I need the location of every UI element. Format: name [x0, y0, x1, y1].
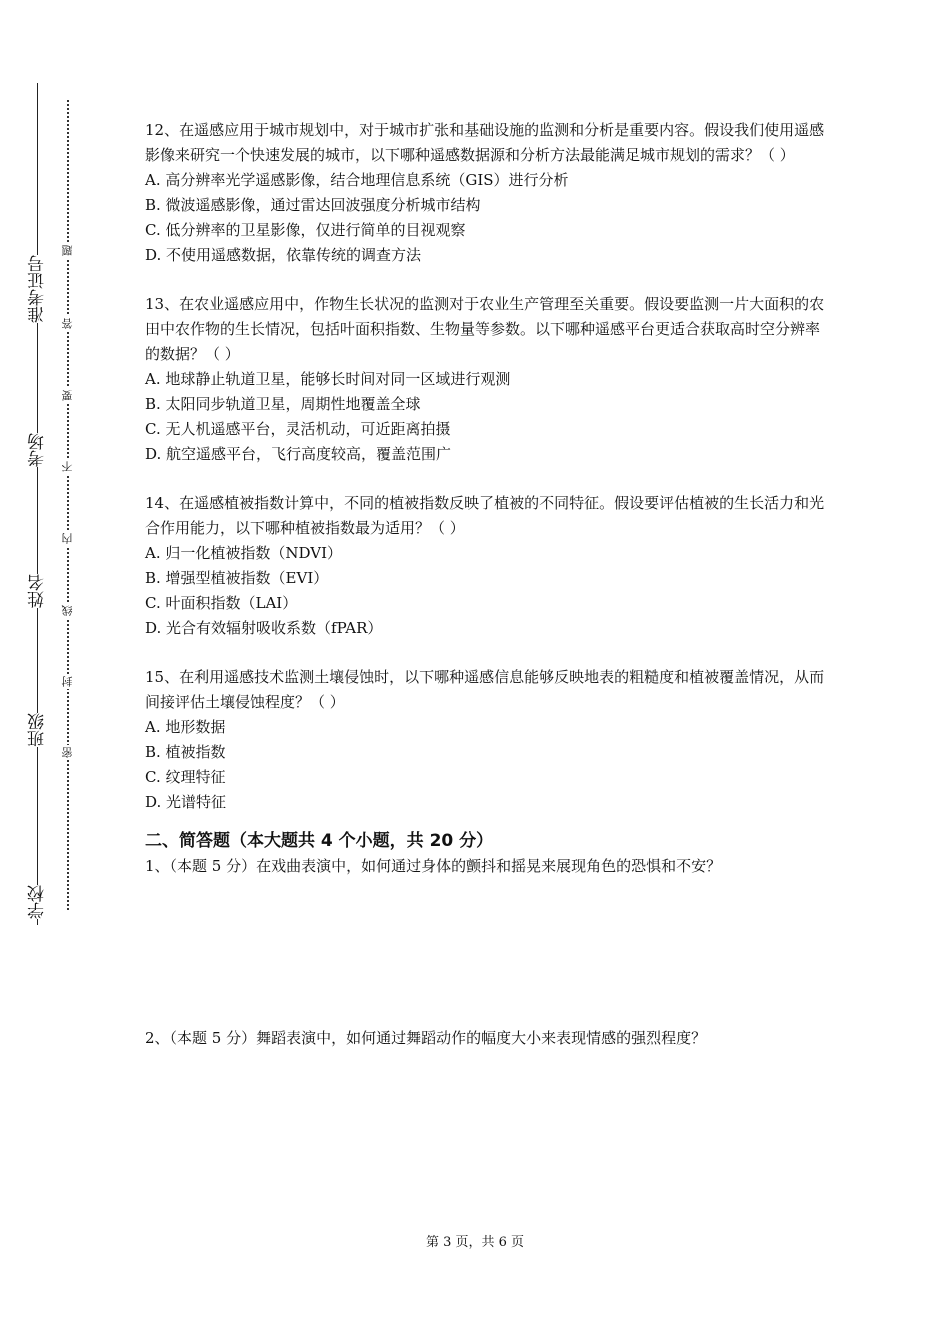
seal-char: 题: [61, 245, 74, 256]
question-14: [145, 491, 825, 641]
option-c: C. 无人机遥感平台，灵活机动，可近距离拍摄: [145, 420, 451, 438]
short-answer-question: 1、（本题 5 分）在戏曲表演中，如何通过身体的颤抖和摇晃来展现角色的恐惧和不安？: [145, 857, 722, 875]
option-b: B. 太阳同步轨道卫星，周期性地覆盖全球: [145, 395, 421, 413]
question-12: [145, 118, 825, 268]
option-b: B. 微波遥感影像，通过雷达回波强度分析城市结构: [145, 196, 481, 214]
option-c: C. 叶面积指数（LAI）: [145, 594, 298, 612]
short-answer-question: 2、（本题 5 分）舞蹈表演中，如何通过舞蹈动作的幅度大小来表现情感的强烈程度？: [145, 1029, 707, 1047]
option-a: A. 地球静止轨道卫星，能够长时间对同一区域进行观测: [145, 370, 511, 388]
field-class: 班级: [20, 713, 56, 747]
seal-char: 密: [61, 747, 74, 758]
seal-char: 内: [61, 533, 74, 544]
option-b: B. 植被指数: [145, 743, 226, 761]
binding-margin: [0, 0, 90, 1344]
field-exam-room: 考场: [20, 433, 56, 467]
binding-solid-line: [37, 83, 38, 925]
question-stem: 14、在遥感植被指数计算中，不同的植被指数反映了植被的不同特征。假设要评估植被的生长活力和光合作用能力，以下哪种植被指数最为适用？（ ）: [145, 494, 825, 537]
field-school: 学校: [20, 885, 56, 919]
option-d: D. 航空遥感平台，飞行高度较高，覆盖范围广: [145, 445, 452, 463]
option-a: A. 归一化植被指数（NDVI）: [145, 544, 343, 562]
answer-space: [145, 879, 825, 1026]
question-stem: 13、在农业遥感应用中，作物生长状况的监测对于农业生产管理至关重要。假设要监测一片大面积的农田中农作物的生长情况，包括叶面积指数、生物量等参数。以下哪种遥感平台更适合获取高时空分辨率的数据？（ ）: [145, 295, 825, 363]
seal-char: 不: [61, 461, 74, 472]
field-exam-number: 准考证号: [20, 255, 56, 323]
question-15: [145, 665, 825, 815]
option-c: C. 纹理特征: [145, 768, 226, 786]
seal-char: 线: [61, 605, 74, 616]
option-d: D. 光谱特征: [145, 793, 227, 811]
option-d: D. 光合有效辐射吸收系数（fPAR）: [145, 619, 383, 637]
binding-dotted-line: [67, 100, 69, 910]
option-a: A. 地形数据: [145, 718, 226, 736]
section-title: 二、简答题（本大题共 4 个小题，共 20 分）: [145, 831, 494, 851]
exam-content: [145, 118, 825, 1051]
option-a: A. 高分辨率光学遥感影像，结合地理信息系统（GIS）进行分析: [145, 171, 569, 189]
option-c: C. 低分辨率的卫星影像，仅进行简单的目视观察: [145, 221, 466, 239]
field-name: 姓名: [20, 574, 56, 608]
question-stem: 15、在利用遥感技术监测土壤侵蚀时，以下哪种遥感信息能够反映地表的粗糙度和植被覆盖情况，从而间接评估土壤侵蚀程度？（ ）: [145, 668, 825, 711]
page-number: 第 3 页，共 6 页: [425, 1235, 525, 1250]
option-d: D. 不使用遥感数据，依靠传统的调查方法: [145, 246, 422, 264]
option-b: B. 增强型植被指数（EVI）: [145, 569, 329, 587]
seal-char: 要: [61, 390, 74, 401]
seal-char: 封: [61, 676, 74, 687]
question-stem: 12、在遥感应用于城市规划中，对于城市扩张和基础设施的监测和分析是重要内容。假设我们使用遥感影像来研究一个快速发展的城市，以下哪种遥感数据源和分析方法最能满足城市规划的需求？（ ）: [145, 121, 825, 164]
seal-char: 答: [61, 318, 74, 329]
question-13: [145, 292, 825, 467]
